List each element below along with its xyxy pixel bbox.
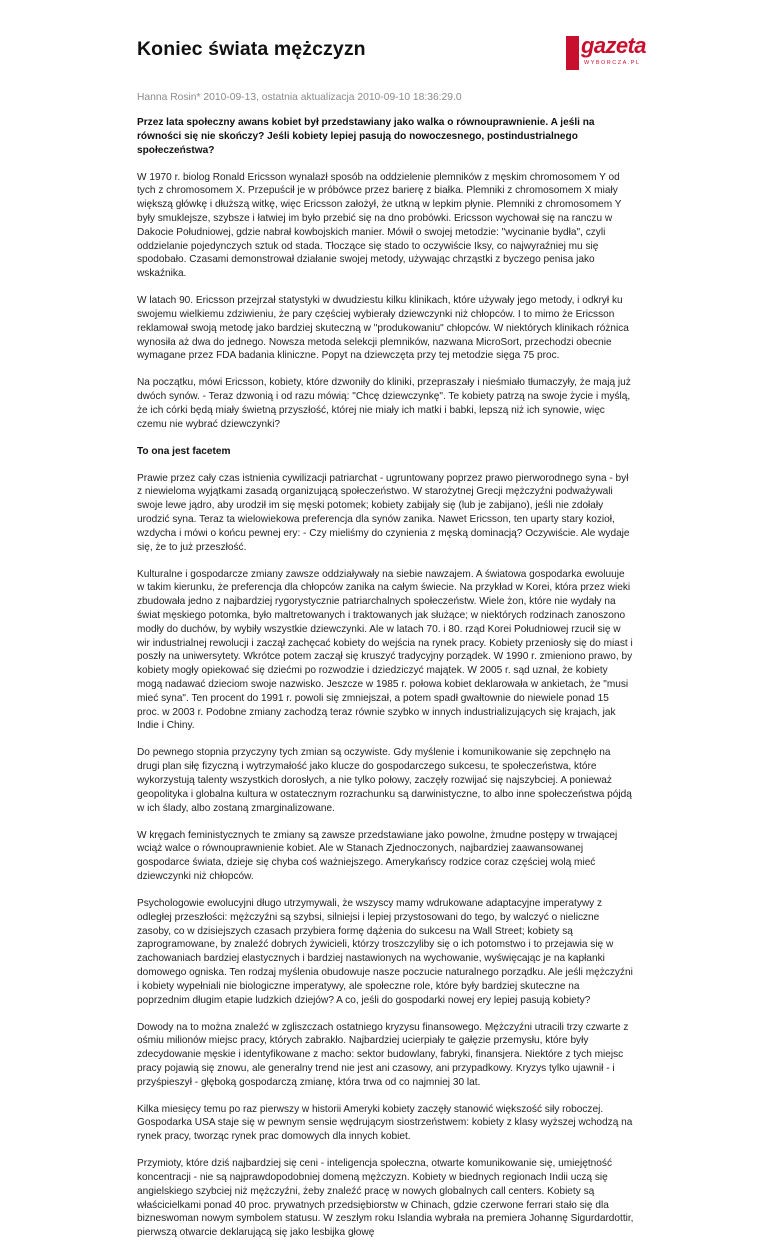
article-title: Koniec świata mężczyzn — [137, 38, 366, 60]
article-lead: Przez lata społeczny awans kobiet był przedstawiany jako walka o równouprawnienie. A jeśli na równości się nie skończy? Jeśli kobiety lepiej pasują do nowoczesnego, postindustrialnego społeczeństwa? — [137, 117, 595, 156]
section-heading: To ona jest facetem — [137, 445, 231, 457]
article-meta: Hanna Rosin* 2010-09-13, ostatnia aktualizacja 2010-09-10 18:36:29.0 — [137, 92, 462, 103]
article-paragraph: W 1970 r. biolog Ronald Ericsson wynalazł sposób na oddzielenie plemników z męskim chromosomem Y od tych z chromosomem X. Przepuścił je w próbówce przez barierę z białka. Plemniki z chromosomem X miały większą główkę i dłuższą witkę, więc Ericsson założył, że utkną w lepkim płynie. Plemniki z chromosomem Y były smuklejsze, szybsze i łatwiej im było przebić się na dno probówki. Ericsson wychował się na ranczu w Dakocie Południowej, gdzie nabrał kowbojskich manier. Mówił o swojej metodzie: "wycinanie bydła", czyli oddzielanie pojedynczych sztuk od stada. Tłoczące się stado to oczywiście Iksy, co najwyraźniej mu się spodobało. Czasami demonstrował działanie swojej metody, używając chrząstki z byczego penisa jako wskaźnika. — [137, 171, 622, 280]
article-paragraph: Psychologowie ewolucyjni długo utrzymywali, że wszyscy mamy wdrukowane adaptacyjne imperatywy z odległej przeszłości: mężczyźni są szybsi, silniejsi i lepiej przystosowani do tego, by walczyć o nieliczne zasoby, co w dzisiejszych czasach przybiera formę dążenia do sukcesu na Wall Street; kobiety są zaprogramowane, by znaleźć dobrych żywicieli, którzy troszczyliby się o ich potomstwo i to przejawia się w zachowaniach bardziej elastycznych i bardziej nastawionych na wychowanie, wyświęcając je na kapłanki domowego ogniska. Ten rodzaj myślenia obudowuje nasze poczucie naturalnego porządku. Ale jeśli mężczyźni i kobiety wypełniali nie biologiczne imperatywy, ale społeczne role, które były bardziej skuteczne na poprzednim długim etapie ludzkich dziejów? A co, jeśli do gospodarki nowej ery lepiej pasują kobiety? — [137, 897, 633, 1006]
logo-red-block — [566, 36, 579, 70]
article-paragraph: Prawie przez cały czas istnienia cywilizacji patriarchat - ugruntowany poprzez prawo pierworodnego syna - był z niewieloma wyjątkami zasadą organizującą społeczeństwo. W starożytnej Grecji mężczyźni podważywali swoje lewe jądro, aby urodził im się męski potomek; kobiety zabijały się (lub je zabijano), jeśli nie zdołały urodzić syna. Teraz ta wielowiekowa preferencja dla synów zanika. Nawet Ericsson, ten uparty stary kozioł, wzdycha i mówi o końcu pewnej ery: - Czy mieliśmy do czynienia z męską dominacją? Oczywiście. Ale wydaje się, że to już przeszłość. — [137, 472, 630, 553]
article-paragraph: Kilka miesięcy temu po raz pierwszy w historii Ameryki kobiety zaczęły stanowić większość siły roboczej. Gospodarka USA staje się w pewnym sensie wędrującym siostrzeństwem: kobiety z klasy wyższej wchodzą na rynek pracy, tworząc rynek prac domowych dla innych kobiet. — [137, 1103, 633, 1143]
article-paragraph: W kręgach feministycznych te zmiany są zawsze przedstawiane jako powolne, żmudne postępy w trwającej wciąż walce o równouprawnienie kobiet. Ale w Stanach Zjednoczonych, najbardziej zaawansowanej gospodarce świata, dzieje się chyba coś ważniejszego. Amerykańscy rodzice coraz częściej wolą mieć dziewczynki niż chłopców. — [137, 829, 618, 882]
gazeta-logo — [566, 33, 646, 72]
logo-subtext: WYBORCZA.PL — [584, 60, 641, 66]
article-paragraph: Przymioty, które dziś najbardziej się ceni - inteligencja społeczna, otwarte komunikowanie się, umiejętność koncentracji - nie są najprawdopodobniej domeną mężczyzn. Kobiety w biednych regionach Indii uczą się angielskiego szybciej niż mężczyźni, żeby znaleźć pracę w nowych globalnych call centers. Kobiety są właścicielkami ponad 40 proc. prywatnych przedsiębiorstw w Chinach, gdzie czerwone ferrari stało się dla bizneswoman nowym symbolem statusu. W zeszłym roku Islandia wybrała na premiera Johannę Sigurdardottir, pierwszą otwarcie deklarującą się jako lesbijka głowę — [137, 1158, 634, 1239]
logo-wordmark: gazeta — [581, 33, 646, 58]
article-paragraph: Do pewnego stopnia przyczyny tych zmian są oczywiste. Gdy myślenie i komunikowanie się zepchnęło na drugi plan siłę fizyczną i wytrzymałość jako klucze do gospodarczego sukcesu, te społeczeństwa, które wykorzystują talenty wszystkich dorosłych, a nie tylko połowy, zaczęły rozwijać się najszybciej. A ponieważ geopolityka i globalna kultura w ostatecznym rozrachunku są darwinistyczne, to albo inne społeczeństwa pójdą w ich ślady, albo zostaną zmarginalizowane. — [137, 747, 632, 814]
article-paragraph: Kulturalne i gospodarcze zmiany zawsze oddziaływały na siebie nawzajem. A światowa gospodarka ewoluuje w takim kierunku, że preferencja dla chłopców zanika na całym świecie. Na przykład w Korei, która przez wieki zbudowała jedno z najbardziej rygorystycznie patriarchalnych społeczeństw. Wiele żon, które nie wydały na świat męskiego potomka, było maltretowanych i traktowanych jak służące; w niektórych rodzinach zanoszono modły do duchów, by wybiły wszystkie dziewczynki. Ale w latach 70. i 80. rząd Korei Południowej rzucił się w wir industrialnej rewolucji i zaczął zachęcać kobiety do wejścia na rynek pracy. Kobiety przeniosły się do miast i poszły na uniwersytety. Wkrótce potem zaczął się kruszyć tradycyjny porządek. W 1990 r. zmieniono prawo, by kobiety mogły opiekować się dziećmi po rozwodzie i dziedziczyć majątek. W 2005 r. sąd uznał, że kobiety mogą nadawać dzieciom swoje nazwisko. Jeszcze w 1985 r. połowa kobiet deklarowała w ankietach, że "musi mieć syna". Ten procent do 1991 r. powoli się zmniejszał, a potem spadł gwałtownie do niewiele ponad 15 proc. w 2003 r. Podobne zmiany zachodzą teraz równie szybko w innych industrializujących się krajach, jak Indie i Chiny. — [137, 568, 633, 732]
article-paragraph: W latach 90. Ericsson przejrzał statystyki w dwudziestu kilku klinikach, które używały jego metody, i odkrył ku swojemu wielkiemu zdziwieniu, że pary częściej wybierały dziewczynki niż chłopców. I to mimo że Ericsson reklamował swoją metodę jako bardziej skuteczną w "produkowaniu" chłopców. W niektórych klinikach różnica wynosiła aż dwa do jednego. Nowsza metoda selekcji plemników, nazwana MicroSort, przechodzi obecnie wymagane przez FDA badania kliniczne. Popyt na dziewczęta przy tej metodzie sięga 75 proc. — [137, 295, 629, 362]
article-paragraph: Na początku, mówi Ericsson, kobiety, które dzwoniły do kliniki, przepraszały i nieśmiało tłumaczyły, że mają już dwóch synów. - Teraz dzwonią i od razu mówią: "Chcę dziewczynkę". Te kobiety patrzą na swoje życie i myślą, że ich córki będą miały świetną przyszłość, której nie miały ich matki i babki, lepszą niż ich synowie, więc czemu nie wybrać dziewczynki? — [137, 377, 631, 430]
article-body — [137, 116, 634, 1253]
article-paragraph: Dowody na to można znaleźć w zgliszczach ostatniego kryzysu finansowego. Mężczyźni utracili trzy czwarte z ośmiu milionów miejsc pracy, których zabrakło. Najbardziej ucierpiały te gałęzie przemysłu, które były zdecydowanie męskie i identyfikowane z macho: sektor budowlany, fabryki, finansjera. Niektóre z tych miejsc pracy pojawią się znowu, ale generalny trend nie jest ani czasowy, ani przypadkowy. Kryzys tylko ujawnił - i przyśpieszył - głęboką gospodarczą zmianę, która trwa od co najmniej 30 lat. — [137, 1021, 629, 1088]
